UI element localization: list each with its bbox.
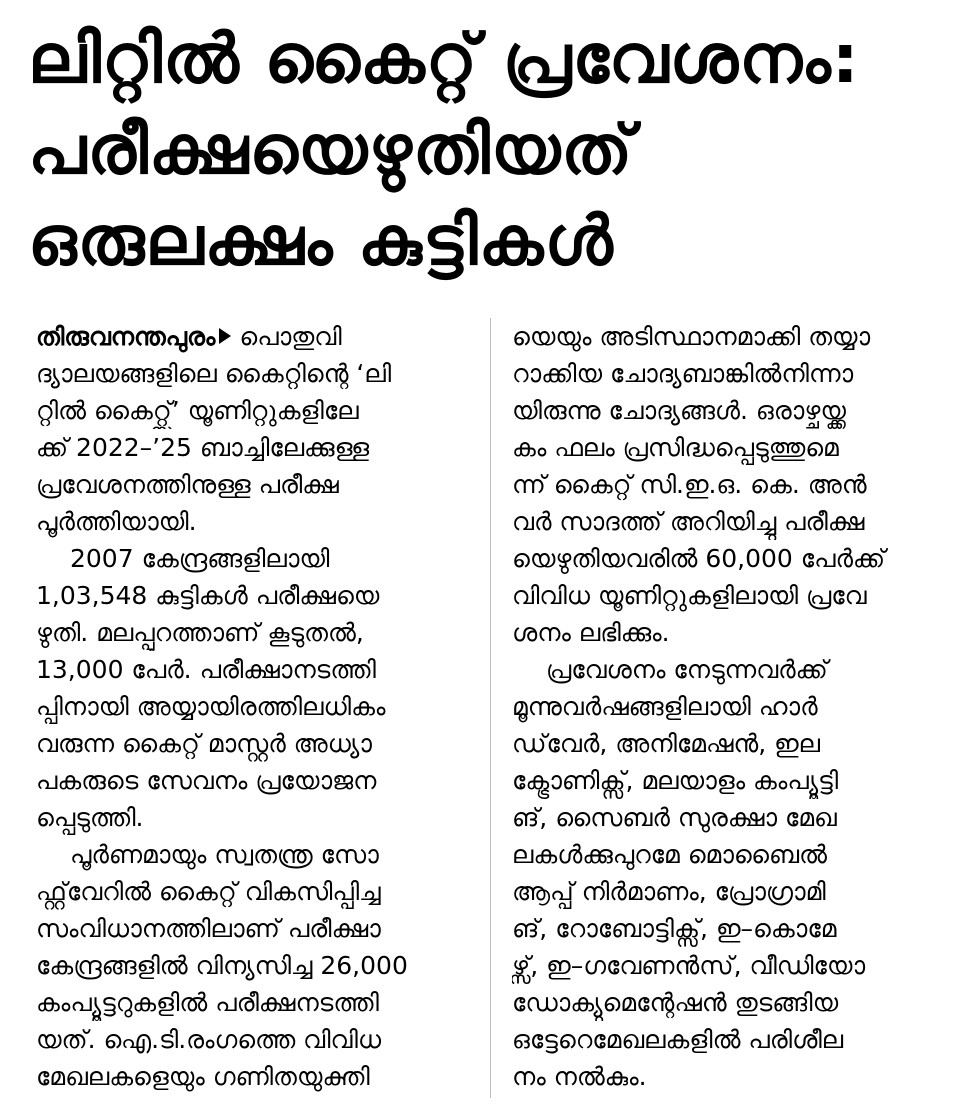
article-line-text: ഴുതി. മലപ്പുറത്താണ് കൂടുതൽ,	[36, 618, 364, 647]
article-line-text: വരുന്ന കൈറ്റ് മാസ്റ്റർ അധ്യാ	[36, 729, 372, 758]
article-line-text: ഴ്സ്, ഇ–ഗവേണൻസ്, വീഡിയോ	[512, 951, 866, 980]
article-column-left	[36, 318, 468, 1095]
article-line	[36, 503, 468, 540]
article-line	[36, 947, 468, 984]
article-line-text: ഡോക്യുമെന്റേഷൻ തുടങ്ങിയ	[512, 988, 839, 1017]
article-line	[512, 577, 952, 614]
article-line	[512, 355, 952, 392]
article-line-text: കേന്ദ്രങ്ങളിൽ വിന്യസിച്ച 26,000	[36, 951, 408, 980]
article-line	[36, 688, 468, 725]
article-line-text: നം നൽകും.	[512, 1062, 647, 1091]
article-line-text: 1,03,548 കുട്ടികൾ പരീക്ഷയെ	[36, 581, 380, 610]
article-line	[512, 318, 952, 355]
article-line	[36, 725, 468, 762]
article-line-text: പ്പിനായി അയ്യായിരത്തിലധികം	[36, 692, 386, 721]
headline-line: ലിറ്റിൽ കൈറ്റ് പ്രവേശനം:	[28, 20, 860, 99]
article-line-text: വർ സാദത്ത് അറിയിച്ചു പരീക്ഷ	[512, 507, 865, 536]
article-line	[512, 688, 952, 725]
headline-line: പരീക്ഷയെഴുതിയത്	[28, 111, 634, 190]
dateline: തിരുവനന്തപുരം	[36, 322, 216, 351]
article-line-text: ഒട്ടേറെമേഖലകളിൽ പരിശീല	[512, 1025, 844, 1054]
article-line-text: ക്ട്രോണിക്സ്, മലയാളം കംപ്യൂട്ടി	[512, 766, 839, 795]
article-line	[36, 392, 468, 429]
article-line-text: ന്ന് കൈറ്റ് സി.ഇ.ഒ. കെ. അൻ	[512, 470, 867, 499]
article-line-text: വിവിധ യൂണിറ്റുകളിലായി പ്രവേ	[512, 581, 867, 610]
article-line	[512, 651, 952, 688]
article-line-text: യെഴുതിയവരിൽ 60,000 പേർക്ക്	[512, 544, 886, 573]
article-line-text: ഡ്‌വേർ, അനിമേഷൻ, ഇല	[512, 729, 821, 758]
article-line-text: പ്രവേശനത്തിനുള്ള പരീക്ഷ	[36, 470, 339, 499]
article-line	[36, 873, 468, 910]
article-line	[512, 466, 952, 503]
article-line	[36, 318, 468, 355]
article-line-text: യെയും അടിസ്ഥാനമാക്കി തയ്യാ	[512, 322, 871, 351]
article-line	[36, 429, 468, 466]
article-line	[36, 1058, 468, 1095]
article-line	[512, 873, 952, 910]
article-line-text: പകരുടെ സേവനം പ്രയോജന	[36, 766, 377, 795]
article-line-text: ശനം ലഭിക്കും.	[512, 618, 670, 647]
article-line	[36, 762, 468, 799]
triangle-arrow-icon	[219, 328, 231, 344]
headline-line: ഒരുലക്ഷം കുട്ടികൾ	[28, 202, 614, 281]
article-line	[512, 540, 952, 577]
article-line-text: 13,000 പേർ. പരീക്ഷാനടത്തി	[36, 655, 376, 684]
article-line-text: സംവിധാനത്തിലാണ് പരീക്ഷാ	[36, 914, 381, 943]
article-line	[512, 392, 952, 429]
article-line-text: പൊതുവി	[239, 322, 342, 351]
article-line-text: റാക്കിയ ചോദ്യബാങ്കിൽനിന്നാ	[512, 359, 854, 388]
article-line	[512, 1021, 952, 1058]
article-line-text: ദ്യാലയങ്ങളിലെ കൈറ്റിന്റെ ‘ലി	[36, 359, 392, 388]
article-line	[512, 1058, 952, 1095]
article-line	[512, 984, 952, 1021]
article-line	[36, 540, 468, 577]
article-line	[512, 836, 952, 873]
article-line-text: ആപ്പ് നിർമാണം, പ്രോഗ്രാമി	[512, 877, 826, 906]
article-line-text: മൂന്നുവർഷങ്ങളിലായി ഹാർ	[512, 692, 818, 721]
article-line-text: ങ്, റോബോട്ടിക്സ്, ഇ–കൊമേ	[512, 914, 837, 943]
article-line	[36, 651, 468, 688]
headline	[28, 14, 948, 287]
article-column-right	[512, 318, 952, 1095]
article-line	[36, 577, 468, 614]
article-line-text: യത്. ഐ.ടി.രംഗത്തെ വിവിധ	[36, 1025, 382, 1054]
article-line-text: 2007 കേന്ദ്രങ്ങളിലായി	[70, 544, 330, 573]
article-line-text: ലകൾക്കുപുറമേ മൊബൈൽ	[512, 840, 827, 869]
article-line	[512, 429, 952, 466]
article-line	[512, 947, 952, 984]
article-line-text: പൂർണമായും സ്വതന്ത്ര സോ	[70, 840, 379, 869]
article-line	[36, 836, 468, 873]
article-line-text: ക്ക് 2022–’25 ബാച്ചിലേക്കുള്ള	[36, 433, 370, 462]
article-line	[36, 910, 468, 947]
article-line	[36, 466, 468, 503]
article-line	[512, 614, 952, 651]
article-line-text: ങ്, സൈബർ സുരക്ഷാ മേഖ	[512, 803, 837, 832]
article-line	[512, 725, 952, 762]
article-line	[36, 614, 468, 651]
article-line	[36, 355, 468, 392]
article-line-text: പൂർത്തിയായി.	[36, 507, 197, 536]
column-divider	[490, 318, 491, 1098]
article-line	[36, 984, 468, 1021]
article-line-text: കംപ്യൂട്ടറുകളിൽ പരീക്ഷനടത്തി	[36, 988, 379, 1017]
article-line	[512, 503, 952, 540]
article-line-text: കം ഫലം പ്രസിദ്ധപ്പെടുത്തുമെ	[512, 433, 839, 462]
article-line-text: പ്രവേശനം നേടുന്നവർക്ക്	[546, 655, 828, 684]
article-line	[512, 762, 952, 799]
article-line-text: യിരുന്നു ചോദ്യങ്ങൾ. ഒരാഴ്ചയ്ക്ക	[512, 396, 846, 425]
article-line	[512, 910, 952, 947]
article-line-text: റ്റിൽ കൈറ്റ്സ്’ യൂണിറ്റുകളിലേ	[36, 396, 359, 425]
article-line-text: ഫ്റ്റ്‌വേറിൽ കൈറ്റ് വികസിപ്പിച്ച	[36, 877, 381, 906]
article-line	[512, 799, 952, 836]
article-line-text: മേഖലകളെയും ഗണിതയുക്തി	[36, 1062, 370, 1091]
article-line	[36, 1021, 468, 1058]
article-line-text: പ്പെടുത്തി.	[36, 803, 144, 832]
article-line	[36, 799, 468, 836]
